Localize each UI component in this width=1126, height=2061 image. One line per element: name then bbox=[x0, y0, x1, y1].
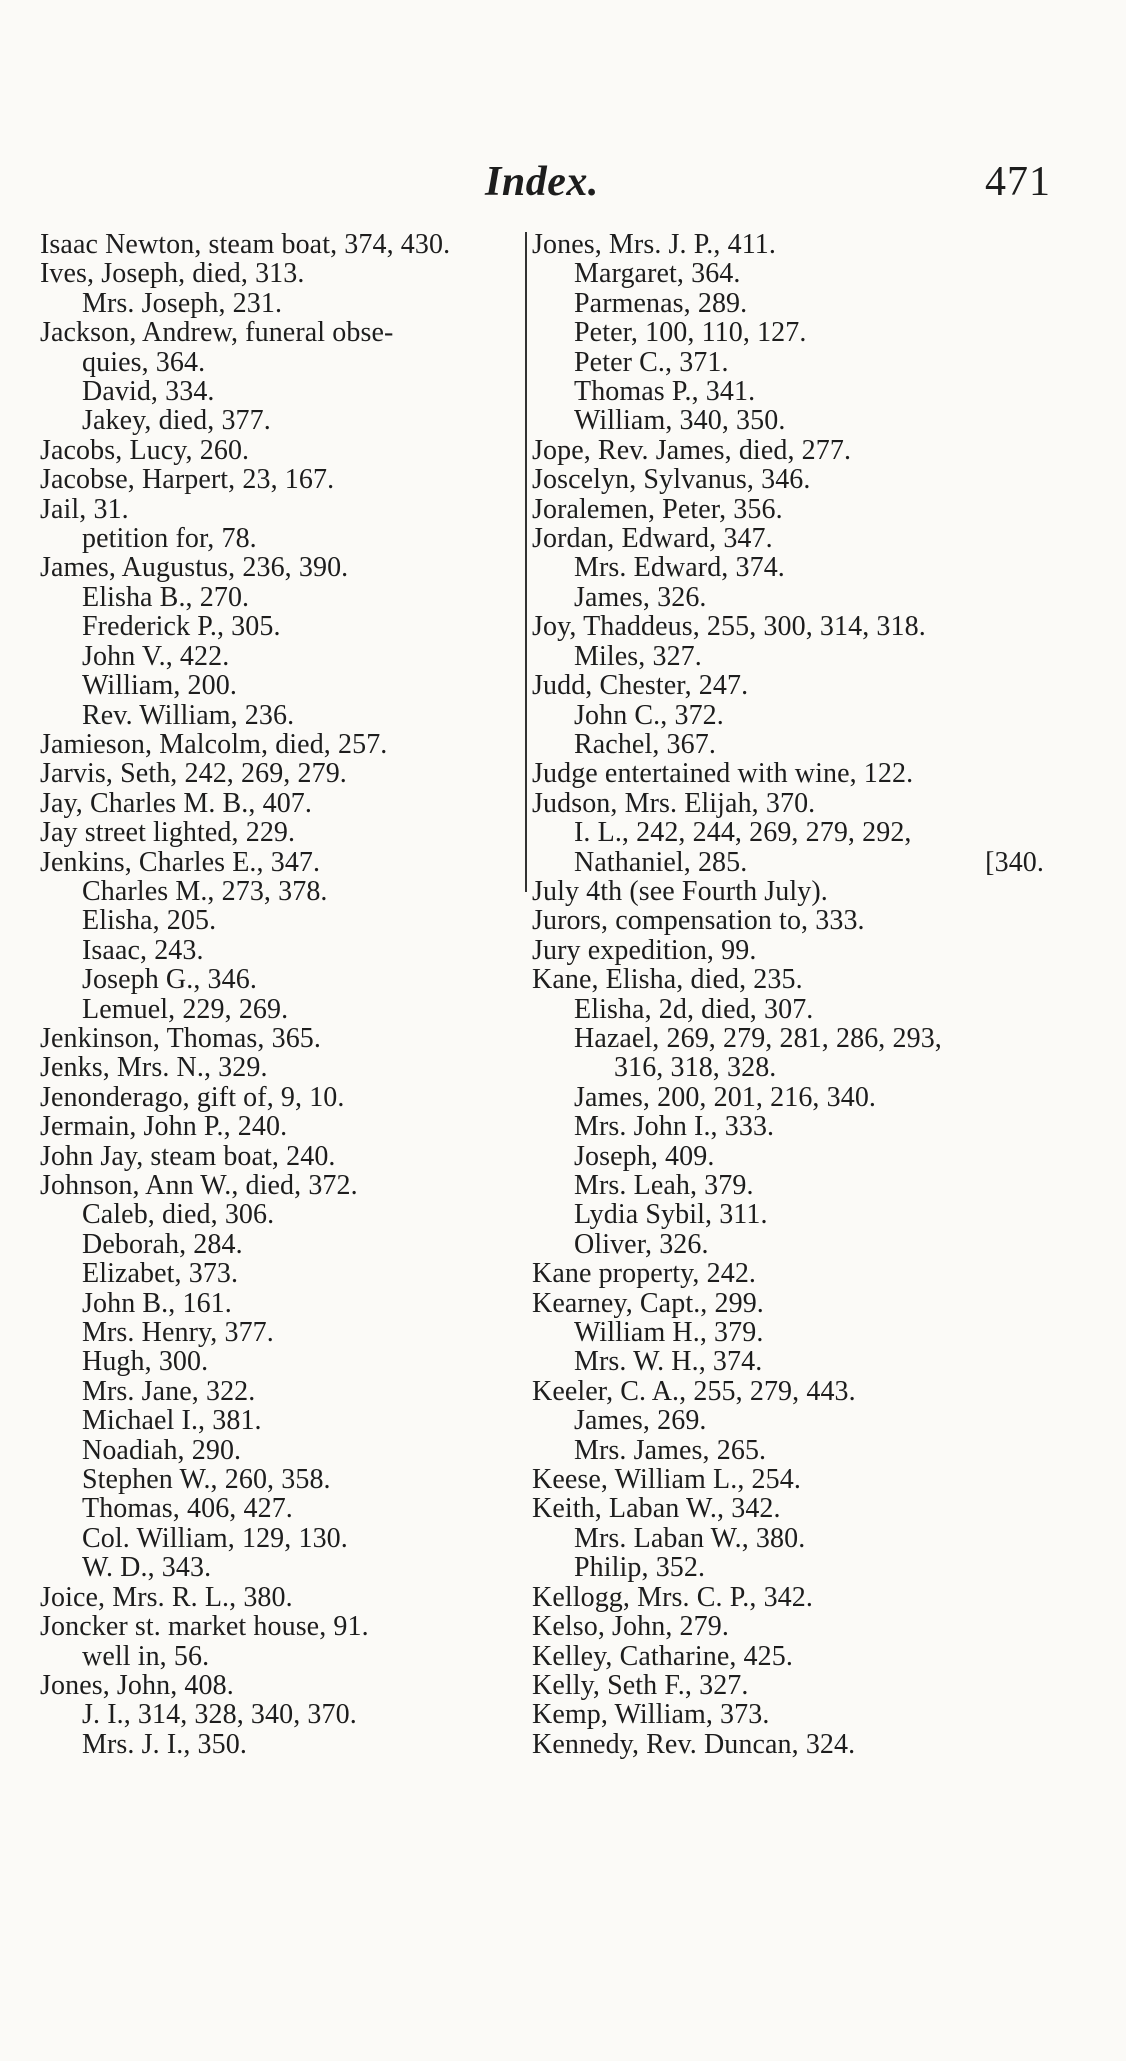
index-entry: July 4th (see Fourth July). bbox=[532, 875, 828, 907]
index-entry: Mrs. Jane, 322. bbox=[82, 1375, 256, 1407]
index-entry: Jakey, died, 377. bbox=[82, 405, 271, 437]
index-entry: Jail, 31. bbox=[40, 493, 129, 525]
index-entry: Judson, Mrs. Elijah, 370. bbox=[532, 787, 816, 819]
index-entry: Jacobs, Lucy, 260. bbox=[40, 434, 250, 466]
index-entry: Jordan, Edward, 347. bbox=[532, 523, 773, 555]
index-entry: Michael I., 381. bbox=[82, 1405, 262, 1437]
index-entry: Kane property, 242. bbox=[532, 1258, 757, 1290]
index-entry: David, 334. bbox=[82, 376, 215, 408]
index-entry: J. I., 314, 328, 340, 370. bbox=[82, 1699, 357, 1731]
index-entry: James, 200, 201, 216, 340. bbox=[574, 1081, 877, 1113]
index-entry: John B., 161. bbox=[82, 1287, 232, 1319]
index-entry: quies, 364. bbox=[82, 346, 206, 378]
index-entry: Rev. William, 236. bbox=[82, 699, 295, 731]
index-entry: Mrs. J. I., 350. bbox=[82, 1728, 247, 1760]
index-entry: Jackson, Andrew, funeral obse- bbox=[40, 317, 394, 349]
index-entry bbox=[532, 848, 1052, 877]
index-entry: Judd, Chester, 247. bbox=[532, 670, 749, 702]
index-entry: Joseph, 409. bbox=[574, 1140, 715, 1172]
index-entry: Keeler, C. A., 255, 279, 443. bbox=[532, 1375, 856, 1407]
index-entry: Joncker st. market house, 91. bbox=[40, 1611, 369, 1643]
index-entry: Hazael, 269, 279, 281, 286, 293, bbox=[574, 1022, 942, 1054]
index-entry: James, 269. bbox=[574, 1405, 707, 1437]
index-entry: Joscelyn, Sylvanus, 346. bbox=[532, 464, 811, 496]
index-entry: Jay, Charles M. B., 407. bbox=[40, 787, 313, 819]
index-entry-text: Nathaniel, 285. bbox=[574, 846, 748, 878]
index-entry: Jermain, John P., 240. bbox=[40, 1111, 288, 1143]
index-entry: Keese, William L., 254. bbox=[532, 1464, 801, 1496]
index-entry: Elisha, 2d, died, 307. bbox=[574, 993, 814, 1025]
index-entry: Elisha, 205. bbox=[82, 905, 217, 937]
index-entry: Lemuel, 229, 269. bbox=[82, 993, 289, 1025]
index-entry: Kelley, Catharine, 425. bbox=[532, 1640, 793, 1672]
index-entry: Col. William, 129, 130. bbox=[82, 1522, 348, 1554]
index-entry: Elizabet, 373. bbox=[82, 1258, 239, 1290]
index-entry: Jones, Mrs. J. P., 411. bbox=[532, 229, 776, 260]
index-entry: Jenkins, Charles E., 347. bbox=[40, 846, 321, 878]
index-entry: petition for, 78. bbox=[82, 523, 257, 555]
index-entry: well in, 56. bbox=[82, 1640, 210, 1672]
index-entry: Thomas, 406, 427. bbox=[82, 1493, 293, 1525]
index-entry: Mrs. W. H., 374. bbox=[574, 1346, 763, 1378]
index-entry: Thomas P., 341. bbox=[574, 376, 756, 408]
index-entry: Joice, Mrs. R. L., 380. bbox=[40, 1581, 293, 1613]
index-entry: Jenonderago, gift of, 9, 10. bbox=[40, 1081, 345, 1113]
index-entry: Kennedy, Rev. Duncan, 324. bbox=[532, 1728, 856, 1760]
index-column-right bbox=[532, 230, 1052, 1759]
index-entry: Margaret, 364. bbox=[574, 258, 741, 290]
index-entry: W. D., 343. bbox=[82, 1552, 212, 1584]
index-entry: William, 340, 350. bbox=[574, 405, 786, 437]
index-entry: Joralemen, Peter, 356. bbox=[532, 493, 783, 525]
index-entry: Peter, 100, 110, 127. bbox=[574, 317, 807, 349]
index-entry: Jury expedition, 99. bbox=[532, 934, 757, 966]
index-entry: Rachel, 367. bbox=[574, 728, 716, 760]
index-entry: John V., 422. bbox=[82, 640, 230, 672]
index-entry: Isaac Newton, steam boat, 374, 430. bbox=[40, 229, 451, 260]
index-entry: Joseph G., 346. bbox=[82, 964, 257, 996]
index-entry: Lydia Sybil, 311. bbox=[574, 1199, 768, 1231]
index-entry: Stephen W., 260, 358. bbox=[82, 1464, 331, 1496]
index-entry: Philip, 352. bbox=[574, 1552, 706, 1584]
index-entry: Kemp, William, 373. bbox=[532, 1699, 770, 1731]
index-entry: Kelso, John, 279. bbox=[532, 1611, 729, 1643]
index-entry: James, 326. bbox=[574, 581, 707, 613]
index-entry: Jarvis, Seth, 242, 269, 279. bbox=[40, 758, 347, 790]
index-entry: Kelly, Seth F., 327. bbox=[532, 1669, 749, 1701]
index-entry: Keith, Laban W., 342. bbox=[532, 1493, 781, 1525]
index-entry: Jurors, compensation to, 333. bbox=[532, 905, 865, 937]
index-entry: John Jay, steam boat, 240. bbox=[40, 1140, 336, 1172]
index-entry: Jenks, Mrs. N., 329. bbox=[40, 1052, 268, 1084]
index-entry: James, Augustus, 236, 390. bbox=[40, 552, 349, 584]
index-entry: Mrs. Henry, 377. bbox=[82, 1317, 274, 1349]
index-entry: Noadiah, 290. bbox=[82, 1434, 242, 1466]
index-entry: Hugh, 300. bbox=[82, 1346, 209, 1378]
index-entry: Jamieson, Malcolm, died, 257. bbox=[40, 728, 388, 760]
page-title: Index. bbox=[485, 159, 599, 205]
index-entry: Elisha B., 270. bbox=[82, 581, 250, 613]
index-entry: Frederick P., 305. bbox=[82, 611, 281, 643]
index-entry: Mrs. Edward, 374. bbox=[574, 552, 785, 584]
index-entry: Parmenas, 289. bbox=[574, 287, 748, 319]
page-number: 471 bbox=[985, 159, 1051, 205]
index-entry: Miles, 327. bbox=[574, 640, 702, 672]
index-entry: Joy, Thaddeus, 255, 300, 314, 318. bbox=[532, 611, 926, 643]
index-entry: Judge entertained with wine, 122. bbox=[532, 758, 914, 790]
index-entry: Jenkinson, Thomas, 365. bbox=[40, 1022, 322, 1054]
index-entry: Kearney, Capt., 299. bbox=[532, 1287, 764, 1319]
index-entry: Isaac, 243. bbox=[82, 934, 204, 966]
index-entry: Mrs. Joseph, 231. bbox=[82, 287, 283, 319]
index-entry: William, 200. bbox=[82, 670, 237, 702]
index-entry: Jones, John, 408. bbox=[40, 1669, 234, 1701]
index-entry: I. L., 242, 244, 269, 279, 292, bbox=[574, 817, 912, 849]
index-entry: Deborah, 284. bbox=[82, 1228, 243, 1260]
index-entry: Charles M., 273, 378. bbox=[82, 875, 328, 907]
index-entry: Caleb, died, 306. bbox=[82, 1199, 275, 1231]
index-entry: Mrs. James, 265. bbox=[574, 1434, 767, 1466]
index-entry: Kellogg, Mrs. C. P., 342. bbox=[532, 1581, 813, 1613]
index-entry: Mrs. John I., 333. bbox=[574, 1111, 775, 1143]
index-entry: Jacobse, Harpert, 23, 167. bbox=[40, 464, 335, 496]
index-entry: William H., 379. bbox=[574, 1317, 764, 1349]
index-entry: Kane, Elisha, died, 235. bbox=[532, 964, 803, 996]
index-entry: Johnson, Ann W., died, 372. bbox=[40, 1170, 358, 1201]
index-column-left bbox=[40, 230, 530, 1759]
index-entry: Peter C., 371. bbox=[574, 346, 729, 378]
index-entry: John C., 372. bbox=[574, 699, 724, 731]
index-entry: Oliver, 326. bbox=[574, 1228, 709, 1260]
index-entry: 316, 318, 328. bbox=[614, 1052, 777, 1084]
index-entry: Mrs. Laban W., 380. bbox=[574, 1522, 806, 1554]
index-entry: Mrs. Leah, 379. bbox=[574, 1170, 754, 1201]
index-entry: Jope, Rev. James, died, 277. bbox=[532, 434, 852, 466]
index-entry: Ives, Joseph, died, 313. bbox=[40, 258, 305, 290]
index-entry-continuation: [340. bbox=[985, 846, 1044, 878]
index-entry: Jay street lighted, 229. bbox=[40, 817, 296, 849]
